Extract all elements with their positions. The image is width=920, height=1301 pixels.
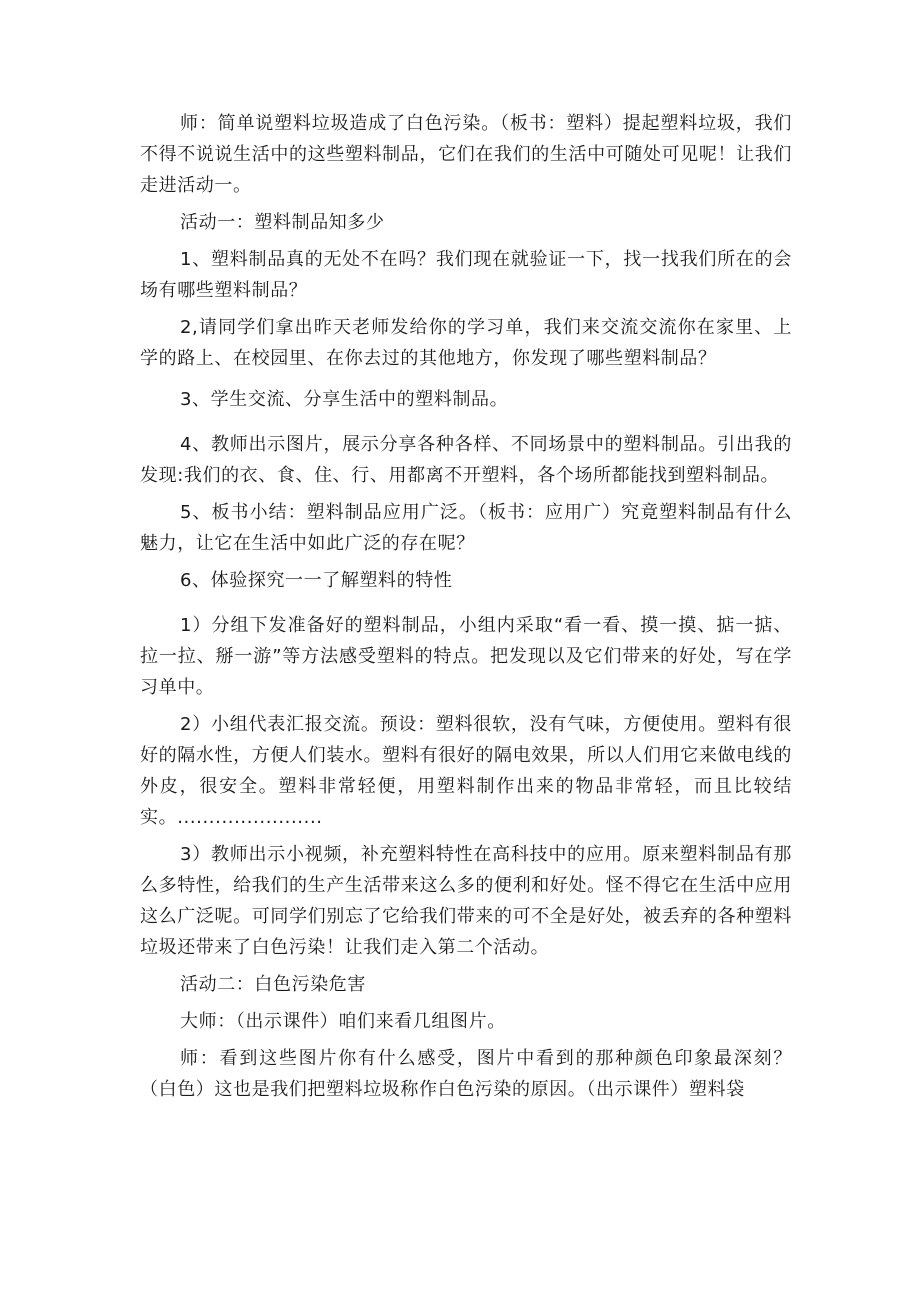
- paragraph-substep-3: 3）教师出示小视频，补充塑料特性在高科技中的应用。原来塑料制品有那么多特性，给我们的生产生活带来这么多的便利和好处。怪不得它在生活中应用这么广泛呢。可同学们别忘了它给我们带来的可不全是好处，被丢弃的各种塑料垃圾还带来了白色污染！让我们走入第二个活动。: [140, 844, 792, 958]
- paragraph-step-1: 1、塑料制品真的无处不在吗？我们现在就验证一下，找一找我们所在的会场有哪些塑料制品？: [140, 249, 792, 301]
- paragraph-intro: 师：简单说塑料垃圾造成了白色污染。（板书：塑料）提起塑料垃圾，我们不得不说说生活中的这些塑料制品，它们在我们的生活中可随处可见呢！让我们走进活动一。: [140, 113, 792, 196]
- paragraph-substep-2: 2）小组代表汇报交流。预设：塑料很软，没有气味，方便使用。塑料有很好的隔水性，方便人们装水。塑料有很好的隔电效果，所以人们用它来做电线的外皮，很安全。塑料非常轻便，用塑料制作出来的物品非常轻，而且比较结实。.......................: [140, 714, 792, 828]
- paragraph-step-2: 2,请同学们拿出昨天老师发给你的学习单，我们来交流交流你在家里、上学的路上、在校园里、在你去过的其他地方，你发现了哪些塑料制品？: [140, 317, 792, 369]
- paragraph-step-4: 4、教师出示图片，展示分享各种各样、不同场景中的塑料制品。引出我的发现:我们的衣、食、住、行、用都离不开塑料，各个场所都能找到塑料制品。: [140, 434, 792, 486]
- paragraph-step-5: 5、板书小结：塑料制品应用广泛。（板书：应用广）究竟塑料制品有什么魅力，让它在生活中如此广泛的存在呢？: [140, 502, 792, 554]
- heading-activity-one: 活动一：塑料制品知多少: [180, 212, 385, 233]
- paragraph-teacher-question: 师：看到这些图片你有什么感受，图片中看到的那种颜色印象最深刻？（白色）这也是我们把塑料垃圾称作白色污染的原因。（出示课件）塑料袋: [140, 1048, 792, 1100]
- paragraph-substep-1: 1）分组下发准备好的塑料制品，小组内采取“看一看、摸一摸、掂一掂、拉一拉、掰一游”等方法感受塑料的特点。把发现以及它们带来的好处，写在学习单中。: [140, 615, 792, 698]
- heading-activity-two: 活动二：白色污染危害: [180, 974, 366, 995]
- paragraph-step-3: 3、学生交流、分享生活中的塑料制品。: [180, 389, 509, 410]
- document-body: [140, 108, 792, 1105]
- paragraph-step-6: 6、体验探究一一了解塑料的特性: [180, 570, 453, 591]
- paragraph-teacher-show: 大师：（出示课件）咱们来看几组图片。: [180, 1011, 506, 1032]
